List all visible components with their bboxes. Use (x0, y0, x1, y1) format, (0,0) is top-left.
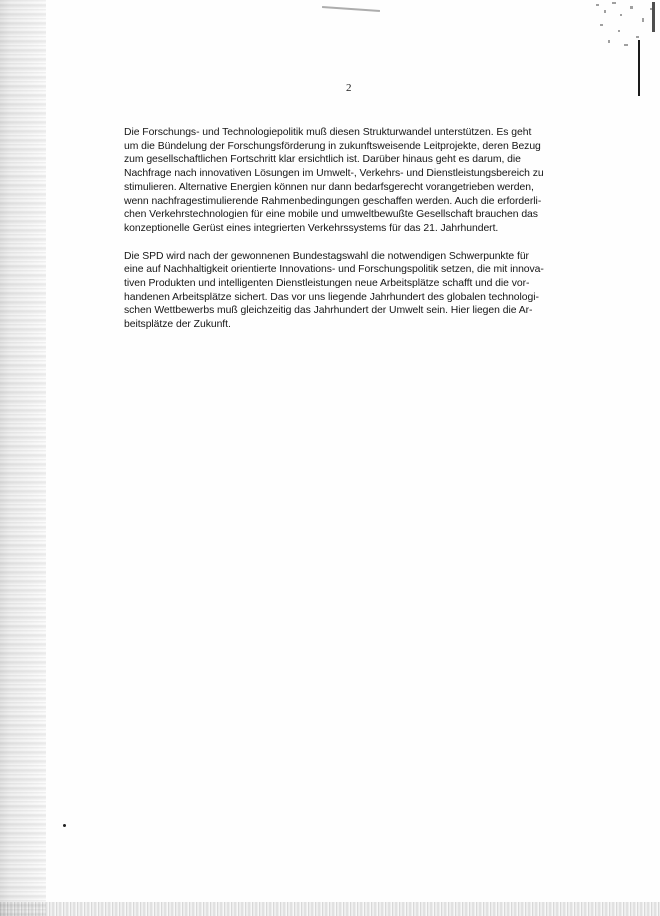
paragraph (124, 250, 584, 332)
text-line: wenn nachfragestimulierende Rahmenbedingungen geschaffen werden. Auch die erforderli- (124, 195, 542, 207)
text-line: handenen Arbeitsplätze sichert. Das vor uns liegende Jahrhundert des globalen technologi- (124, 291, 539, 303)
scan-dot (63, 824, 66, 827)
scan-left-edge (0, 0, 46, 916)
text-line: beitsplätze der Zukunft. (124, 319, 231, 331)
text-line: Die SPD wird nach der gewonnenen Bundestagswahl die notwendigen Schwerpunkte für (124, 250, 529, 262)
page-number: 2 (346, 82, 352, 94)
text-line: chen Verkehrstechnologien für eine mobile und umweltbewußte Gesellschaft brauchen das (124, 209, 538, 221)
text-line: konzeptionelle Gerüst eines integrierten Verkehrssystems für das 21. Jahrhundert. (124, 222, 499, 234)
body-text (124, 126, 584, 346)
scan-vertical-line (638, 40, 640, 96)
text-line: stimulieren. Alternative Energien können nur dann bedarfsgerecht vorangetrieben werden, (124, 181, 534, 193)
text-line: Nachfrage nach innovativen Lösungen im Umwelt-, Verkehrs- und Dienstleistungsbereich zu (124, 168, 544, 180)
scan-corner-smudge (590, 0, 660, 100)
text-line: zum gesellschaftlichen Fortschritt klar ersichtlich ist. Darüber hinaus geht es darum, die (124, 154, 521, 166)
text-line: um die Bündelung der Forschungsförderung in zukunftsweisende Leitprojekte, deren Bezug (124, 140, 541, 152)
text-line: tiven Produkten und intelligenten Dienstleistungen neue Arbeitsplätze schafft und die vor- (124, 278, 530, 290)
text-line: eine auf Nachhaltigkeit orientierte Innovations- und Forschungspolitik setzen, die mit innova- (124, 264, 544, 276)
text-line: Die Forschungs- und Technologiepolitik muß diesen Strukturwandel unterstützen. Es geht (124, 127, 532, 138)
paragraph (124, 126, 584, 236)
scan-bottom-edge (0, 902, 660, 916)
text-line: schen Wettbewerbs muß gleichzeitig das Jahrhundert der Umwelt sein. Hier liegen die Ar- (124, 305, 533, 317)
scan-mark (322, 6, 380, 12)
